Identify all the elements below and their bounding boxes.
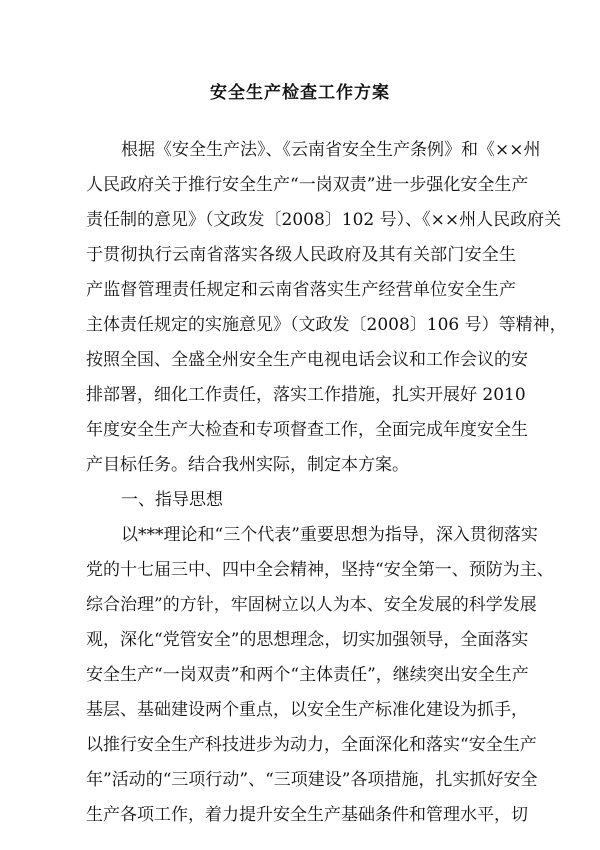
paragraph-line: 年度安全生产大检查和专项督查工作，全面完成年度安全生: [86, 420, 528, 440]
paragraph-line: 人民政府关于推行安全生产“一岗双责”进一步强化安全生产: [86, 175, 529, 195]
section-heading: 一、指导思想: [121, 490, 223, 510]
paragraph-line: 产目标任务。结合我州实际，制定本方案。: [86, 455, 409, 475]
paragraph-line: 责任制的意见》（文政发〔2008〕102 号）、《××州人民政府关: [86, 210, 562, 230]
paragraph-line: 观，深化“党管安全”的思想理念，切实加强领导，全面落实: [86, 630, 529, 650]
paragraph-line: 产监督管理责任规定和云南省落实生产经营单位安全生产: [86, 280, 516, 300]
paragraph-line: 按照全国、全盛全州安全生产电视电话会议和工作会议的安: [86, 350, 528, 370]
paragraph-line: 根据《安全生产法》、《云南省安全生产条例》和《××州: [121, 140, 541, 160]
paragraph-line: 主体责任规定的实施意见》（文政发〔2008〕106 号）等精神，: [86, 315, 567, 335]
document-title: 安全生产检查工作方案: [210, 83, 390, 103]
paragraph-line: 年”活动的“三项行动”、“三项建设”各项措施，扎实抓好安全: [86, 770, 538, 790]
paragraph-line: 生产各项工作，着力提升安全生产基础条件和管理水平，切: [86, 805, 528, 825]
paragraph-line: 于贯彻执行云南省落实各级人民政府及其有关部门安全生: [86, 245, 516, 265]
paragraph-line: 综合治理”的方针，牢固树立以人为本、安全发展的科学发展: [86, 595, 537, 615]
paragraph-line: 基层、基础建设两个重点，以安全生产标准化建设为抓手，: [86, 700, 528, 720]
paragraph-line: 安全生产“一岗双责”和两个“主体责任”，继续突出安全生产: [86, 665, 529, 685]
paragraph-line: 党的十七届三中、四中全会精神，坚持“安全第一、预防为主、: [86, 560, 554, 580]
paragraph-line: 以***理论和“三个代表”重要思想为指导，深入贯彻落实: [121, 525, 538, 545]
paragraph-line: 以推行安全生产科技进步为动力，全面深化和落实“安全生产: [86, 735, 537, 755]
paragraph-line: 排部署，细化工作责任，落实工作措施，扎实开展好 2010: [86, 385, 526, 405]
